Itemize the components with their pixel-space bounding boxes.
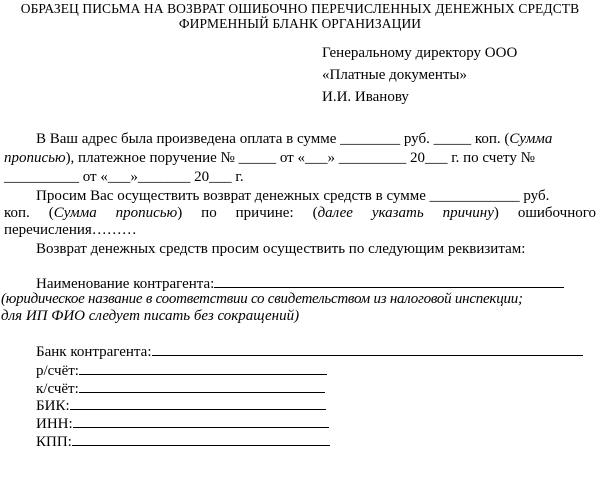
paragraph-3: Возврат денежных средств просим осуществить по следующим реквизитам: (36, 241, 526, 257)
paragraph-2-line-3: перечисления……… (4, 222, 137, 238)
counterparty-label: Наименование контрагента: (36, 276, 215, 292)
inn-field (36, 415, 329, 433)
bank-field (36, 343, 583, 361)
document-title: ОБРАЗЕЦ ПИСЬМА НА ВОЗВРАТ ОШИБОЧНО ПЕРЕЧИСЛЕННЫХ ДЕНЕЖНЫХ СРЕДСТВ (20, 1, 580, 16)
addressee-position: Генеральному директору ООО (322, 45, 518, 61)
bank-label: Банк контрагента: (36, 344, 152, 360)
counterparty-input-line[interactable] (214, 275, 564, 288)
paragraph-2-line-1: Просим Вас осуществить возврат денежных средств в сумме ____________ руб. (36, 188, 550, 204)
kpp-input-line[interactable] (72, 433, 330, 446)
counterparty-note-line-1: (юридическое название в соответствии со свидетельством из налоговой инспекции; (1, 291, 523, 307)
document-subtitle: ФИРМЕННЫЙ БЛАНК ОРГАНИЗАЦИИ (178, 16, 422, 31)
paragraph-1-line-2: прописью), платежное поручение № _____ от «___» _________ 20___ г. по счету № (4, 150, 535, 166)
inn-input-line[interactable] (73, 415, 329, 428)
bik-input-line[interactable] (70, 397, 326, 410)
paragraph-1-line-3: __________ от «___»_______ 20___ г. (4, 169, 244, 185)
settlement-account-input-line[interactable] (79, 362, 327, 375)
paragraph-1-line-1: В Ваш адрес была произведена оплата в сумме ________ руб. _____ коп. (Сумма (36, 131, 553, 147)
kpp-field (36, 433, 330, 451)
addressee-company: «Платные документы» (322, 67, 467, 83)
kpp-label: КПП: (36, 434, 72, 450)
correspondent-account-field (36, 380, 325, 398)
paragraph-2-line-2: коп. (Сумма прописью) по причине: (далее указать причину) ошибочного (4, 205, 596, 221)
settlement-account-label: р/счёт: (36, 363, 79, 379)
counterparty-note-line-2: для ИП ФИО следует писать без сокращений) (1, 308, 300, 324)
inn-label: ИНН: (36, 416, 73, 432)
settlement-account-field (36, 362, 327, 380)
bik-label: БИК: (36, 398, 70, 414)
correspondent-account-input-line[interactable] (79, 380, 325, 393)
bank-input-line[interactable] (152, 343, 583, 356)
correspondent-account-label: к/счёт: (36, 381, 79, 397)
addressee-name: И.И. Иванову (322, 89, 409, 105)
bik-field (36, 397, 326, 415)
